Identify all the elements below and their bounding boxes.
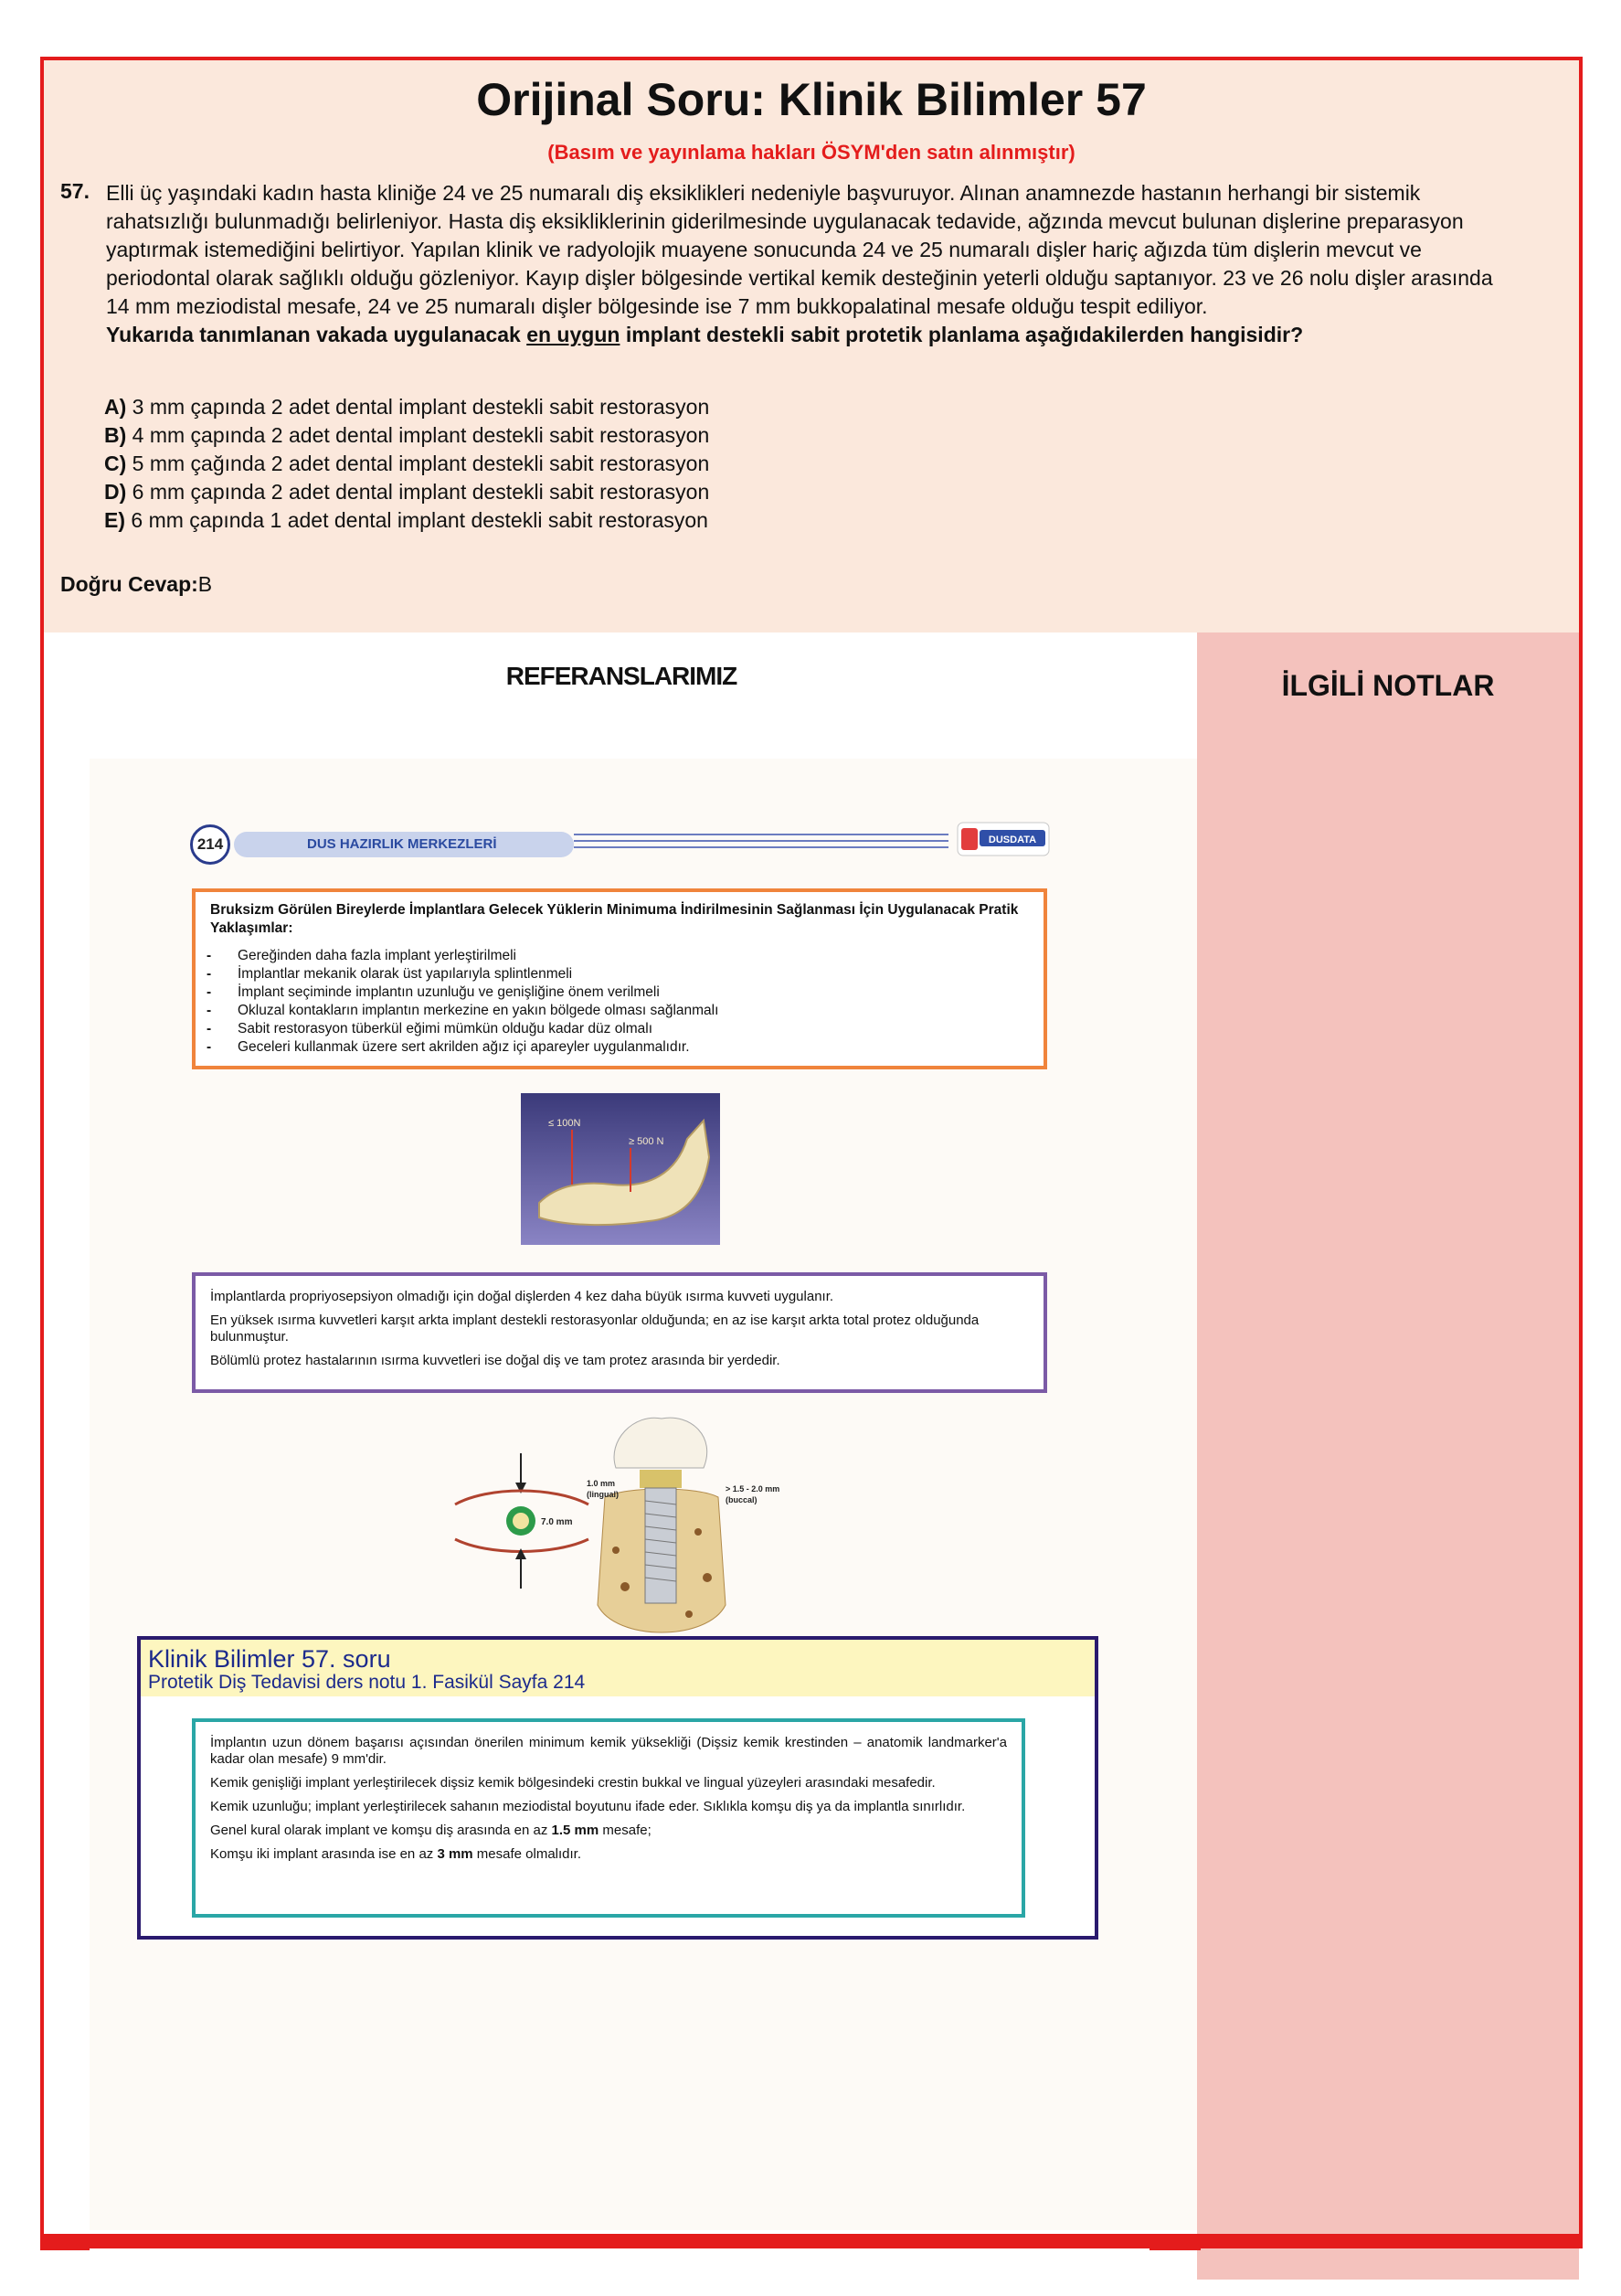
header-rule-lines bbox=[574, 834, 948, 857]
text-part: Komşu iki implant arasında ise en az bbox=[210, 1846, 438, 1862]
buccal-value-label: > 1.5 - 2.0 mm bbox=[726, 1484, 780, 1493]
source-heading: Klinik Bilimler 57. soru bbox=[148, 1645, 391, 1673]
info-paragraph: İmplantın uzun dönem başarısı açısından önerilen minimum kemik yüksekliği (Dişsiz kemik krestinden – anatomik landmarker'a kadar olan mesafe) 9 mm'dir. bbox=[210, 1735, 1007, 1767]
option-e[interactable] bbox=[104, 506, 709, 535]
references-title: REFERANSLARIMIZ bbox=[505, 662, 737, 690]
question-text bbox=[106, 179, 1495, 349]
option-text: 6 mm çapında 2 adet dental implant destekli sabit restorasyon bbox=[132, 480, 710, 504]
option-text: 6 mm çapında 1 adet dental implant destekli sabit restorasyon bbox=[131, 508, 708, 532]
copyright-notice: (Basım ve yayınlama hakları ÖSYM'den satın alınmıştır) bbox=[547, 141, 1075, 164]
info-paragraph: Kemik genişliği implant yerleştirilecek dişsiz kemik bölgesindeki crestin bukkal ve lingual yüzeyleri arasındaki mesafedir. bbox=[210, 1775, 936, 1791]
page-number-badge: 214 bbox=[190, 824, 230, 865]
option-letter: E) bbox=[104, 508, 125, 532]
answer-value: B bbox=[197, 572, 213, 596]
option-d[interactable] bbox=[104, 478, 709, 506]
publisher-header: DUS HAZIRLIK MERKEZLERİ bbox=[234, 832, 574, 857]
implant-width-label: 7.0 mm bbox=[541, 1517, 573, 1527]
option-text: 4 mm çapında 2 adet dental implant destekli sabit restorasyon bbox=[132, 423, 710, 447]
option-a[interactable] bbox=[104, 393, 709, 421]
jaw-label-right: ≥ 500 N bbox=[629, 1136, 664, 1147]
option-text: 3 mm çapında 2 adet dental implant destekli sabit restorasyon bbox=[132, 395, 710, 419]
bone-dimension-info-box bbox=[192, 1718, 1025, 1918]
text-part: mesafe; bbox=[599, 1823, 652, 1838]
option-b[interactable] bbox=[104, 421, 709, 450]
correct-answer bbox=[60, 572, 212, 597]
text-emphasis: 1.5 mm bbox=[551, 1823, 599, 1838]
list-item: - İmplant seçiminde implantın uzunluğu ve genişliğine önem verilmeli bbox=[238, 983, 1029, 1002]
option-c[interactable] bbox=[104, 450, 709, 478]
info-paragraph: Kemik uzunluğu; implant yerleştirilecek sahanın meziodistal boyutunu ifade eder. Sıklıkla komşu diş ya da implantla sınırlıdır. bbox=[210, 1799, 966, 1814]
prompt-part: implant destekli sabit protetik planlama aşağıdakilerden hangisidir? bbox=[620, 323, 1304, 346]
info-paragraph: En yüksek ısırma kuvvetleri karşıt arkta implant destekli restorasyonlar olduğunda; en az ise karşıt arkta total protez olduğunda bulunmuştur. bbox=[210, 1313, 980, 1345]
question-prompt bbox=[106, 323, 1303, 346]
bottom-rule-left bbox=[40, 2247, 90, 2250]
page-title: Orijinal Soru: Klinik Bilimler 57 bbox=[476, 74, 1147, 125]
question-body: Elli üç yaşındaki kadın hasta kliniğe 24 ve 25 numaralı diş eksiklikleri nedeniyle başvuruyor. Alınan anamnezde hastanın herhangi bir sistemik rahatsızlığı bulunmadığı belirleniyor. Hasta diş eksikliklerinin giderilmesinde uygulanacak tedavide, ağzında mevcut bulunan dişlerine preparasyon yaptırmak istemediğini belirtiyor. Yapılan klinik ve radyolojik muayene sonucunda 24 ve 25 numaralı dişler hariç ağızda tüm dişlerin mevcut ve periodontal olarak sağlıklı olduğu gözleniyor. Kayıp dişler bölgesinde vertikal kemik desteğinin yeterli olduğu saptanıyor. 23 ve 26 nolu dişler arasında 14 mm meziodistal mesafe, 24 ve 25 numaralı dişler bölgesinde ise 7 mm bukkopalatinal mesafe olduğu tespit ediliyor. bbox=[106, 181, 1493, 318]
text-part: mesafe olmalıdır. bbox=[472, 1846, 582, 1862]
info-paragraph bbox=[210, 1846, 1007, 1863]
source-citation bbox=[137, 1636, 1098, 1700]
dusdata-logo-icon bbox=[956, 821, 1051, 857]
text-part: Genel kural olarak implant ve komşu diş arasında en az bbox=[210, 1823, 552, 1838]
options-list bbox=[104, 393, 709, 535]
bottom-rule bbox=[40, 2234, 1583, 2245]
prompt-part: Yukarıda tanımlanan vakada uygulanacak bbox=[106, 323, 527, 346]
bruxism-heading: Bruksizm Görülen Bireylerde İmplantlara Gelecek Yüklerin Minimuma İndirilmesinin Sağlanması İçin Uygulanacak Pratik Yaklaşımlar: bbox=[210, 902, 1019, 936]
buccal-label: (buccal) bbox=[726, 1495, 758, 1504]
lingual-label: (lingual) bbox=[587, 1490, 619, 1499]
bruxism-list bbox=[238, 947, 1029, 1057]
info-paragraph bbox=[210, 1823, 1007, 1839]
bruxism-info-box bbox=[192, 888, 1047, 1069]
option-letter: D) bbox=[104, 480, 127, 504]
list-item: - Geceleri kullanmak üzere sert akrilden ağız içi apareyler uygulanmalıdır. bbox=[238, 1038, 1029, 1057]
jaw-label-left: ≤ 100N bbox=[548, 1118, 581, 1129]
bite-force-info-box bbox=[192, 1272, 1047, 1393]
mandible-illustration-icon bbox=[521, 1093, 720, 1245]
list-item: - Gereğinden daha fazla implant yerleştirilmeli bbox=[238, 947, 1029, 965]
list-item: - Okluzal kontakların implantın merkezine en yakın bölgede olması sağlanmalı bbox=[238, 1002, 1029, 1020]
implant-diagram-icon bbox=[451, 1413, 799, 1642]
question-number: 57. bbox=[60, 179, 90, 203]
prompt-emphasis: en uygun bbox=[526, 323, 620, 346]
list-item: - Sabit restorasyon tüberkül eğimi mümkün olduğu kadar düz olmalı bbox=[238, 1020, 1029, 1038]
text-emphasis: 3 mm bbox=[437, 1846, 473, 1862]
notes-title: İLGİLİ NOTLAR bbox=[1281, 669, 1495, 702]
lingual-value-label: 1.0 mm bbox=[587, 1479, 616, 1488]
answer-label: Doğru Cevap: bbox=[60, 572, 198, 596]
source-subheading: Protetik Diş Tedavisi ders notu 1. Fasikül Sayfa 214 bbox=[148, 1672, 586, 1693]
option-letter: B) bbox=[104, 423, 127, 447]
option-text: 5 mm çağında 2 adet dental implant destekli sabit restorasyon bbox=[132, 452, 710, 475]
logo-text: DUSDATA bbox=[988, 834, 1037, 845]
info-paragraph: Bölümlü protez hastalarının ısırma kuvvetleri ise doğal diş ve tam protez arasında bir yerdedir. bbox=[210, 1353, 780, 1368]
list-item: - İmplantlar mekanik olarak üst yapılarıyla splintlenmeli bbox=[238, 965, 1029, 983]
info-paragraph: İmplantlarda propriyosepsiyon olmadığı için doğal dişlerden 4 kez daha büyük ısırma kuvveti uygulanır. bbox=[210, 1289, 834, 1304]
option-letter: A) bbox=[104, 395, 127, 419]
option-letter: C) bbox=[104, 452, 127, 475]
bottom-rule-right bbox=[1150, 2247, 1201, 2250]
